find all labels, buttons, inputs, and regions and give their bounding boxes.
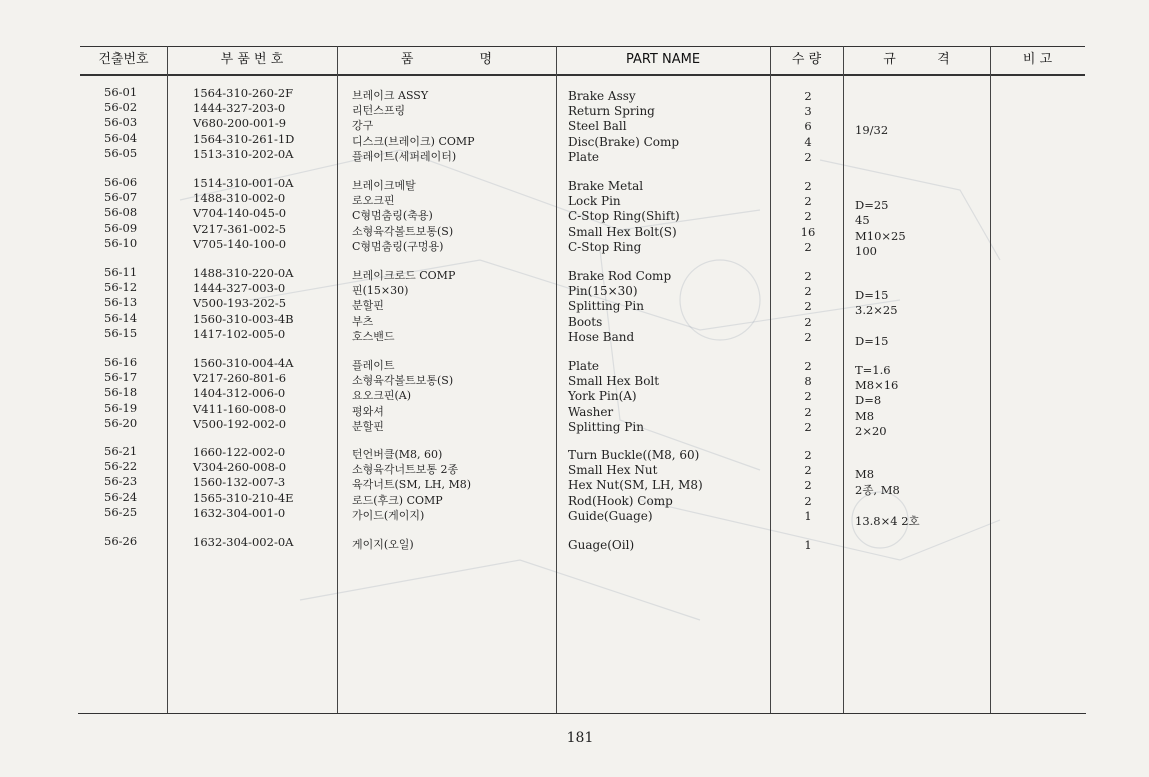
row-part-number: 1560-310-004-4A bbox=[193, 356, 294, 370]
row-part-name: Splitting Pin bbox=[568, 299, 644, 314]
row-qty: 4 bbox=[804, 134, 812, 149]
header-part-name: PART NAME bbox=[625, 52, 701, 67]
row-qty: 2 bbox=[804, 359, 812, 373]
row-part-name: Pin(15×30) bbox=[568, 284, 638, 299]
row-no: 56-04 bbox=[104, 130, 138, 145]
header-qty: 수 량 bbox=[791, 52, 822, 67]
row-part-name: Splitting Pin bbox=[568, 419, 644, 434]
row-qty: 2 bbox=[804, 478, 812, 493]
row-part-number: V500-192-002-0 bbox=[193, 416, 287, 431]
row-part-name: Boots bbox=[568, 314, 603, 329]
row-qty: 2 bbox=[804, 448, 812, 462]
row-part-name: Brake Assy bbox=[568, 89, 636, 103]
row-no: 56-05 bbox=[104, 145, 138, 160]
row-name-kr: 브레이크로드 COMP bbox=[352, 269, 456, 282]
row-part-number: V217-361-002-5 bbox=[193, 221, 287, 236]
row-name-kr: 소형육각너트보통 2종 bbox=[352, 463, 459, 477]
row-name-kr: 턴언버클(M8, 60) bbox=[352, 448, 443, 461]
row-qty: 2 bbox=[804, 329, 812, 344]
row-no: 56-21 bbox=[104, 444, 138, 458]
row-no: 56-03 bbox=[104, 115, 138, 130]
row-no: 56-25 bbox=[104, 504, 138, 519]
row-part-number: V411-160-008-0 bbox=[193, 401, 287, 416]
row-no: 56-18 bbox=[104, 385, 138, 400]
row-qty: 3 bbox=[804, 104, 812, 119]
row-no: 56-01 bbox=[104, 85, 138, 99]
header-rule bbox=[80, 74, 1085, 76]
row-no: 56-10 bbox=[104, 235, 138, 250]
row-name-kr: 게이지(오일) bbox=[352, 538, 414, 551]
header-remark: 비 고 bbox=[1022, 52, 1053, 67]
row-name-kr: 플레이트 bbox=[352, 359, 395, 372]
row-spec: 13.8×4 2호 bbox=[855, 513, 920, 528]
row-qty: 2 bbox=[804, 209, 812, 224]
row-name-kr: 호스밴드 bbox=[352, 329, 395, 343]
row-spec: M8 bbox=[855, 408, 875, 423]
row-part-number: 1564-310-260-2F bbox=[193, 86, 294, 100]
row-part-number: 1513-310-202-0A bbox=[193, 146, 294, 161]
row-no: 56-15 bbox=[104, 325, 138, 340]
row-part-number: V500-193-202-5 bbox=[193, 296, 287, 311]
row-name-kr: C형멈춤링(구멍용) bbox=[352, 239, 444, 253]
row-no: 56-17 bbox=[104, 370, 138, 385]
row-no: 56-09 bbox=[104, 220, 138, 235]
row-name-kr: 리턴스프링 bbox=[352, 104, 406, 118]
row-name-kr: 육각너트(SM, LH, M8) bbox=[352, 478, 472, 492]
row-qty: 2 bbox=[804, 404, 812, 419]
row-qty: 2 bbox=[804, 89, 812, 103]
bottom-rule bbox=[78, 713, 1086, 714]
row-part-number: 1560-310-003-4B bbox=[193, 311, 294, 326]
row-part-name: Disc(Brake) Comp bbox=[568, 134, 680, 149]
row-qty: 2 bbox=[804, 463, 812, 478]
row-no: 56-06 bbox=[104, 175, 138, 189]
row-part-number: V304-260-008-0 bbox=[193, 460, 287, 475]
row-part-number: 1444-327-003-0 bbox=[193, 281, 286, 296]
row-part-number: V705-140-100-0 bbox=[193, 236, 287, 251]
row-spec: 19/32 bbox=[855, 123, 889, 138]
row-part-name: Rod(Hook) Comp bbox=[568, 493, 673, 508]
row-name-kr: 브레이크 ASSY bbox=[352, 89, 429, 102]
row-name-kr: 가이드(게이지) bbox=[352, 508, 425, 522]
row-no: 56-24 bbox=[104, 489, 138, 504]
row-part-name: Guage(Oil) bbox=[568, 538, 635, 552]
row-spec: D=25 bbox=[855, 198, 889, 213]
row-no: 56-20 bbox=[104, 415, 138, 430]
row-name-kr: 요오크핀(A) bbox=[352, 389, 412, 403]
row-name-kr: 소형육각볼트보통(S) bbox=[352, 224, 454, 238]
row-name-kr: 소형육각볼트보통(S) bbox=[352, 374, 454, 388]
row-no: 56-12 bbox=[104, 280, 138, 295]
row-spec: 2×20 bbox=[855, 423, 887, 438]
row-part-name: Plate bbox=[568, 149, 599, 164]
row-name-kr: 플레이트(세퍼레이터) bbox=[352, 149, 457, 163]
row-spec: T=1.6 bbox=[855, 363, 891, 377]
row-name-kr: 분할핀 bbox=[352, 299, 384, 313]
row-spec: D=8 bbox=[855, 393, 882, 408]
row-spec: M10×25 bbox=[855, 228, 906, 243]
row-qty: 2 bbox=[804, 269, 812, 283]
row-name-kr: 로오크핀 bbox=[352, 194, 395, 208]
row-part-number: 1488-310-002-0 bbox=[193, 191, 286, 206]
row-spec: M8 bbox=[855, 467, 875, 482]
row-spec: 100 bbox=[855, 243, 877, 258]
row-name-kr: 강구 bbox=[352, 119, 374, 133]
row-part-number: 1404-312-006-0 bbox=[193, 386, 286, 401]
row-qty: 2 bbox=[804, 493, 812, 508]
row-part-name: Brake Metal bbox=[568, 179, 644, 193]
row-part-number: 1565-310-210-4E bbox=[193, 490, 294, 505]
row-part-number: 1514-310-001-0A bbox=[193, 176, 294, 190]
row-spec: D=15 bbox=[855, 333, 889, 348]
row-no: 56-26 bbox=[104, 534, 138, 548]
row-qty: 2 bbox=[804, 284, 812, 299]
row-part-name: Return Spring bbox=[568, 104, 655, 119]
row-part-name: Guide(Guage) bbox=[568, 508, 653, 523]
row-name-kr: 평와셔 bbox=[352, 404, 384, 418]
row-part-number: 1564-310-261-1D bbox=[193, 131, 295, 146]
col-divider-2 bbox=[337, 46, 338, 713]
row-name-kr: 분할핀 bbox=[352, 419, 384, 433]
row-part-name: Plate bbox=[568, 359, 599, 373]
row-part-name: C-Stop Ring bbox=[568, 239, 642, 254]
row-part-name: Hose Band bbox=[568, 329, 635, 344]
row-part-number: 1560-132-007-3 bbox=[193, 475, 286, 490]
row-no: 56-14 bbox=[104, 310, 138, 325]
col-divider-1 bbox=[167, 46, 168, 713]
row-part-name: Turn Buckle((M8, 60) bbox=[568, 448, 700, 462]
row-spec: M8×16 bbox=[855, 378, 899, 393]
row-qty: 2 bbox=[804, 299, 812, 314]
row-part-number: 1632-304-002-0A bbox=[193, 535, 294, 549]
row-part-name: Washer bbox=[568, 404, 614, 419]
header-no: 건출번호 bbox=[98, 52, 149, 67]
row-part-number: 1488-310-220-0A bbox=[193, 266, 294, 280]
col-divider-3 bbox=[556, 46, 557, 713]
row-no: 56-07 bbox=[104, 190, 138, 205]
row-name-kr: 디스크(브레이크) COMP bbox=[352, 134, 475, 148]
col-divider-5 bbox=[843, 46, 844, 713]
row-qty: 2 bbox=[804, 179, 812, 193]
row-no: 56-02 bbox=[104, 100, 138, 115]
header-spec: 규 격 bbox=[883, 52, 950, 67]
row-part-number: 1444-327-203-0 bbox=[193, 101, 286, 116]
col-divider-4 bbox=[770, 46, 771, 713]
row-qty: 2 bbox=[804, 419, 812, 434]
row-name-kr: 부츠 bbox=[352, 314, 374, 328]
row-qty: 2 bbox=[804, 389, 812, 404]
col-divider-6 bbox=[990, 46, 991, 713]
row-no: 56-08 bbox=[104, 205, 138, 220]
row-part-name: Hex Nut(SM, LH, M8) bbox=[568, 478, 703, 493]
row-part-number: V680-200-001-9 bbox=[193, 116, 287, 131]
row-spec: 3.2×25 bbox=[855, 303, 898, 318]
header-name-kr: 품 명 bbox=[400, 52, 493, 67]
row-spec: 2종, M8 bbox=[855, 483, 900, 498]
row-part-name: York Pin(A) bbox=[568, 389, 637, 404]
row-part-name: Small Hex Bolt bbox=[568, 374, 660, 389]
row-no: 56-16 bbox=[104, 355, 138, 369]
row-name-kr: 핀(15×30) bbox=[352, 284, 409, 298]
row-part-name: Steel Ball bbox=[568, 119, 627, 134]
row-qty: 1 bbox=[804, 538, 812, 552]
row-qty: 2 bbox=[804, 239, 812, 254]
row-name-kr: 브레이크메탈 bbox=[352, 179, 416, 192]
row-qty: 1 bbox=[804, 508, 812, 523]
row-part-number: 1660-122-002-0 bbox=[193, 445, 286, 459]
row-no: 56-22 bbox=[104, 459, 138, 474]
row-qty: 2 bbox=[804, 149, 812, 164]
row-part-name: C-Stop Ring(Shift) bbox=[568, 209, 680, 224]
row-name-kr: 로드(후크) COMP bbox=[352, 493, 443, 507]
row-spec: 45 bbox=[855, 213, 870, 228]
row-part-number: V217-260-801-6 bbox=[193, 371, 287, 386]
row-qty: 8 bbox=[804, 374, 812, 389]
row-no: 56-23 bbox=[104, 474, 138, 489]
row-qty: 16 bbox=[800, 224, 816, 239]
row-part-number: 1417-102-005-0 bbox=[193, 326, 286, 341]
row-part-number: V704-140-045-0 bbox=[193, 206, 287, 221]
page-number: 181 bbox=[566, 730, 594, 746]
row-qty: 6 bbox=[804, 119, 812, 134]
row-no: 56-11 bbox=[104, 265, 138, 279]
row-part-number: 1632-304-001-0 bbox=[193, 505, 286, 520]
row-no: 56-13 bbox=[104, 295, 138, 310]
row-no: 56-19 bbox=[104, 400, 138, 415]
header-part-no: 부 품 번 호 bbox=[220, 52, 284, 67]
row-part-name: Small Hex Nut bbox=[568, 463, 658, 478]
row-part-name: Lock Pin bbox=[568, 194, 621, 209]
row-spec: D=15 bbox=[855, 288, 889, 303]
row-part-name: Small Hex Bolt(S) bbox=[568, 224, 677, 239]
row-part-name: Brake Rod Comp bbox=[568, 269, 672, 283]
row-qty: 2 bbox=[804, 314, 812, 329]
row-name-kr: C형멈춤링(축용) bbox=[352, 209, 433, 223]
row-qty: 2 bbox=[804, 194, 812, 209]
